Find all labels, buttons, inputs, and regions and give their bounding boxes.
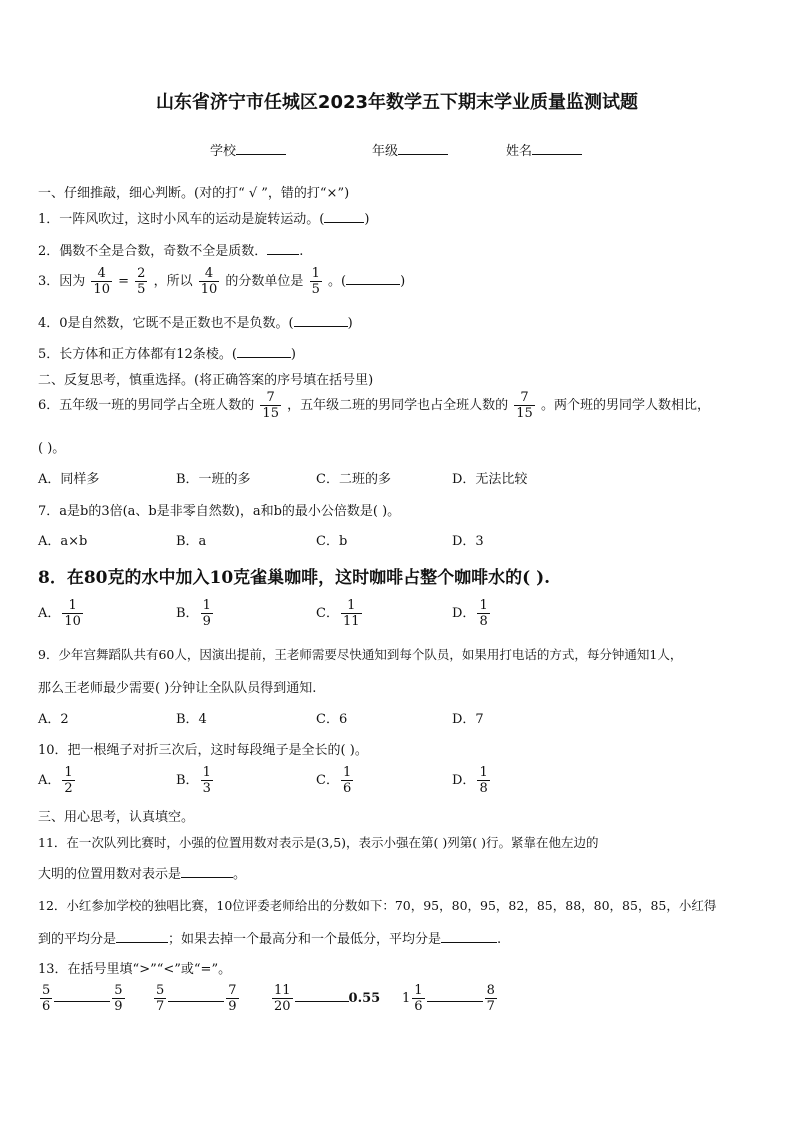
answer-blank[interactable] [168, 989, 224, 1002]
question-7: 7．a是b的3倍(a、b是非零自然数)，a和b的最小公倍数是( )。 [38, 504, 401, 519]
q6-option-d[interactable]: D．无法比较 [452, 472, 528, 487]
question-5: 5．长方体和正方体都有12条棱。( ) [38, 347, 296, 362]
q9-option-d[interactable]: D．7 [452, 712, 484, 727]
name-field[interactable] [506, 140, 582, 159]
q6-option-b[interactable]: B．一班的多 [176, 472, 251, 487]
answer-blank[interactable] [427, 989, 483, 1002]
q6-option-c[interactable]: C．二班的多 [316, 472, 391, 487]
q13-compare-b: $\frac{5}{7}$ $\frac{7}{9}$ [156, 983, 237, 1014]
q6-option-a[interactable]: A．同样多 [38, 472, 100, 487]
question-6-answer: ( )。 [38, 441, 66, 456]
section-1-heading: 一、仔细推敲，细心判断。(对的打“ √ ”，错的打“×”) [38, 186, 350, 201]
q10-option-c[interactable]: C． $\frac{1}{6}$ [316, 765, 352, 796]
q13-compare-d: 1 $\frac{1}{6}$ $\frac{8}{7}$ [402, 983, 495, 1014]
school-field[interactable] [210, 140, 286, 159]
q13-compare-a: $\frac{5}{6}$ $\frac{5}{9}$ [42, 983, 123, 1014]
q8-option-c[interactable]: C． $\frac{1}{11}$ [316, 598, 360, 629]
fraction: $\frac{7}{15}$ [262, 390, 279, 421]
q8-option-a[interactable]: A． $\frac{1}{10}$ [38, 598, 81, 629]
answer-blank[interactable] [237, 345, 291, 358]
question-12-line-2: 到的平均分是 ；如果去掉一个最高分和一个最低分，平均分是 . [38, 932, 502, 947]
question-12-line-1: 12．小红参加学校的独唱比赛，10位评委老师给出的分数如下：70，95，80，95，82，85，88，80，85，85，小红得 [38, 898, 717, 913]
question-1: 1．一阵风吹过，这时小风车的运动是旋转运动。( ) [38, 212, 370, 227]
section-3-heading: 三、用心思考，认真填空。 [38, 810, 195, 825]
fraction: $\frac{1}{5}$ [311, 266, 320, 297]
question-13: 13．在括号里填“>”“<”或“=”。 [38, 962, 232, 977]
grade-field[interactable] [372, 140, 448, 159]
question-3: 3．因为 $\frac{4}{10}$ = $\frac{2}{5}$ ，所以 $\frac{4}{10}$ 的分数单位是 $\frac{1}{5}$ 。( ) [38, 266, 406, 297]
question-2: 2．偶数不全是合数，奇数不全是质数． . [38, 244, 304, 259]
q7-option-a[interactable]: A．a×b [38, 534, 88, 549]
name-label: 姓名 [506, 144, 533, 159]
answer-blank[interactable] [346, 272, 400, 285]
answer-blank[interactable] [116, 930, 168, 943]
answer-blank[interactable] [324, 210, 364, 223]
page-title: 山东省济宁市任城区2023年数学五下期末学业质量监测试题 [155, 92, 639, 113]
answer-blank[interactable] [441, 930, 497, 943]
fraction: $\frac{4}{10}$ [93, 266, 110, 297]
answer-blank[interactable] [267, 242, 299, 255]
fraction: $\frac{4}{10}$ [200, 266, 218, 297]
q9-option-a[interactable]: A．2 [38, 712, 69, 727]
question-9-line-1: 9．少年宫舞蹈队共有60人，因演出提前，王老师需要尽快通知到每个队员，如果用打电话的方式，每分钟通知1人， [38, 647, 683, 662]
fraction: $\frac{2}{5}$ [137, 266, 146, 297]
question-11-line-1: 11．在一次队列比赛时，小强的位置用数对表示是(3,5)，表示小强在第( )列第( )行。紧靠在他左边的 [38, 835, 599, 850]
q8-option-b[interactable]: B． $\frac{1}{9}$ [176, 598, 211, 629]
question-6: 6．五年级一班的男同学占全班人数的 $\frac{7}{15}$ ，五年级二班的男同学也占全班人数的 $\frac{7}{15}$ 。两个班的男同学人数相比， [38, 390, 710, 421]
question-11-line-2: 大明的位置用数对表示是 。 [38, 867, 247, 882]
grade-label: 年级 [372, 144, 399, 159]
answer-blank[interactable] [294, 314, 348, 327]
question-9-line-2: 那么王老师最少需要( )分钟让全队队员得到通知. [38, 681, 317, 696]
q10-option-b[interactable]: B． $\frac{1}{3}$ [176, 765, 211, 796]
answer-blank[interactable] [54, 989, 110, 1002]
q7-option-d[interactable]: D．3 [452, 534, 484, 549]
fraction: $\frac{7}{15}$ [516, 390, 533, 421]
q7-option-c[interactable]: C．b [316, 534, 348, 549]
section-2-heading: 二、反复思考，慎重选择。(将正确答案的序号填在括号里) [38, 373, 374, 388]
q10-option-a[interactable]: A． $\frac{1}{2}$ [38, 765, 73, 796]
question-8: 8．在80克的水中加入10克雀巢咖啡，这时咖啡占整个咖啡水的( ). [38, 568, 551, 588]
question-10: 10．把一根绳子对折三次后，这时每段绳子是全长的( )。 [38, 743, 368, 758]
school-label: 学校 [210, 144, 237, 159]
answer-blank[interactable] [181, 865, 233, 878]
q9-option-b[interactable]: B．4 [176, 712, 207, 727]
q8-option-d[interactable]: D． $\frac{1}{8}$ [452, 598, 488, 629]
question-4: 4．0是自然数，它既不是正数也不是负数。( ) [38, 316, 353, 331]
q10-option-d[interactable]: D． $\frac{1}{8}$ [452, 765, 488, 796]
q13-compare-c: $\frac{11}{20}$ 0.55 [274, 983, 381, 1014]
q7-option-b[interactable]: B．a [176, 534, 207, 549]
q9-option-c[interactable]: C．6 [316, 712, 348, 727]
answer-blank[interactable] [295, 989, 349, 1002]
